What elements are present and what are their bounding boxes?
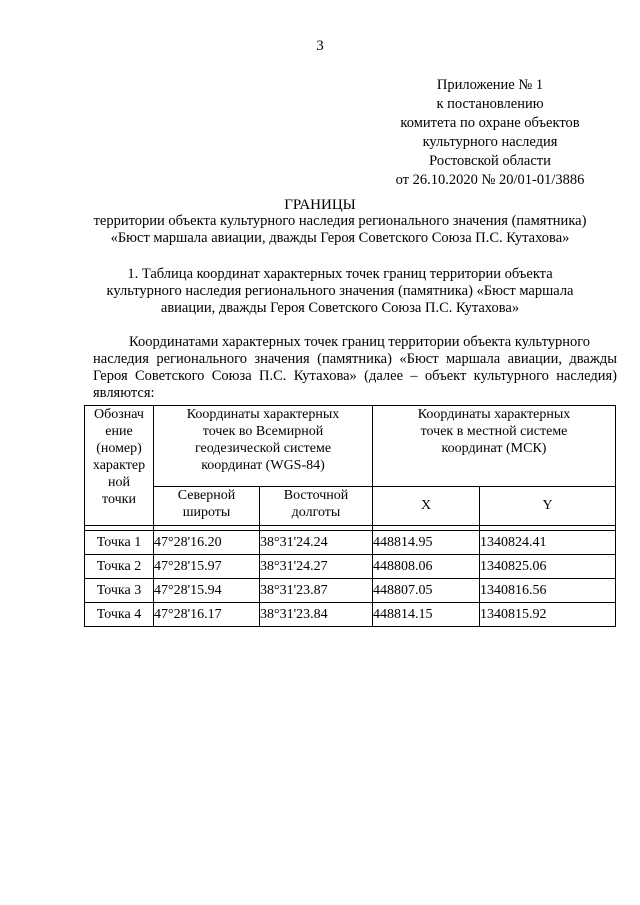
header-text: точек в местной системе — [420, 424, 568, 439]
north-cell: 47°28'16.17 — [154, 603, 260, 627]
east-cell: 38°31'24.24 — [260, 531, 373, 555]
appendix-line: от 26.10.2020 № 20/01-01/3886 — [395, 172, 585, 188]
header-text: (номер) — [96, 441, 142, 456]
paragraph-line: наследия регионального значения (памятника) «Бюст маршала авиации, дважды — [93, 351, 617, 367]
east-cell: 38°31'23.87 — [260, 579, 373, 603]
header-text: координат (WGS-84) — [201, 458, 325, 473]
section-line: авиации, дважды Героя Советского Союза П.С. Кутахова» — [160, 300, 520, 316]
y-cell: 1340824.41 — [480, 531, 616, 555]
table-row — [85, 579, 616, 603]
header-text: Восточной — [283, 488, 349, 503]
point-cell: Точка 3 — [85, 579, 154, 603]
section-heading — [80, 266, 600, 317]
header-text: ной — [108, 475, 130, 490]
x-cell: 448808.06 — [373, 555, 480, 579]
point-cell: Точка 2 — [85, 555, 154, 579]
section-line: культурного наследия регионального значения (памятника) «Бюст маршала — [106, 283, 574, 299]
appendix-line: культурного наследия — [422, 134, 558, 150]
appendix-line: комитета по охране объектов — [400, 115, 580, 131]
header-text: широты — [182, 505, 231, 520]
y-cell: 1340816.56 — [480, 579, 616, 603]
header-msk — [373, 406, 616, 487]
paragraph-line: Героя Советского Союза П.С. Кутахова» (далее – объект культурного наследия) — [93, 368, 617, 384]
page-number: 3 — [316, 38, 324, 54]
paragraph-line: Координатами характерных точек границ территории объекта культурного — [129, 334, 591, 350]
body-paragraph — [93, 334, 617, 402]
header-text: Обознач — [94, 407, 144, 422]
y-cell: 1340815.92 — [480, 603, 616, 627]
section-line: 1. Таблица координат характерных точек границ территории объекта — [127, 266, 553, 282]
paragraph-line: являются: — [93, 385, 155, 401]
header-text: точки — [102, 492, 136, 507]
north-cell: 47°28'16.20 — [154, 531, 260, 555]
coordinates-table — [84, 405, 616, 627]
header-north-latitude — [154, 487, 260, 526]
document-title: ГРАНИЦЫ — [284, 197, 356, 213]
appendix-line: Ростовской области — [429, 153, 551, 169]
subtitle-line: территории объекта культурного наследия регионального значения (памятника) — [93, 213, 587, 229]
x-cell: 448814.95 — [373, 531, 480, 555]
north-cell: 47°28'15.94 — [154, 579, 260, 603]
header-text: Координаты характерных — [186, 407, 340, 422]
north-cell: 47°28'15.97 — [154, 555, 260, 579]
header-y: Y — [480, 487, 616, 526]
table-row — [85, 531, 616, 555]
header-text: Координаты характерных — [417, 407, 571, 422]
appendix-block — [380, 76, 600, 190]
header-text: точек во Всемирной — [202, 424, 324, 439]
table-row — [85, 603, 616, 627]
header-text: долготы — [291, 505, 341, 520]
header-text: геодезической системе — [194, 441, 332, 456]
header-text: ение — [105, 424, 133, 439]
point-cell: Точка 4 — [85, 603, 154, 627]
header-text: характер — [92, 458, 146, 473]
subtitle-line: «Бюст маршала авиации, дважды Героя Советского Союза П.С. Кутахова» — [110, 230, 570, 246]
header-text: координат (МСК) — [441, 441, 547, 456]
point-cell: Точка 1 — [85, 531, 154, 555]
x-cell: 448814.15 — [373, 603, 480, 627]
appendix-line: к постановлению — [436, 96, 544, 112]
header-point-designation — [85, 406, 154, 526]
header-text: Северной — [177, 488, 236, 503]
east-cell: 38°31'24.27 — [260, 555, 373, 579]
table-row — [85, 555, 616, 579]
east-cell: 38°31'23.84 — [260, 603, 373, 627]
appendix-line: Приложение № 1 — [436, 77, 544, 93]
header-wgs84 — [154, 406, 373, 487]
x-cell: 448807.05 — [373, 579, 480, 603]
y-cell: 1340825.06 — [480, 555, 616, 579]
header-x: X — [373, 487, 480, 526]
header-east-longitude — [260, 487, 373, 526]
document-subtitle — [60, 213, 620, 247]
